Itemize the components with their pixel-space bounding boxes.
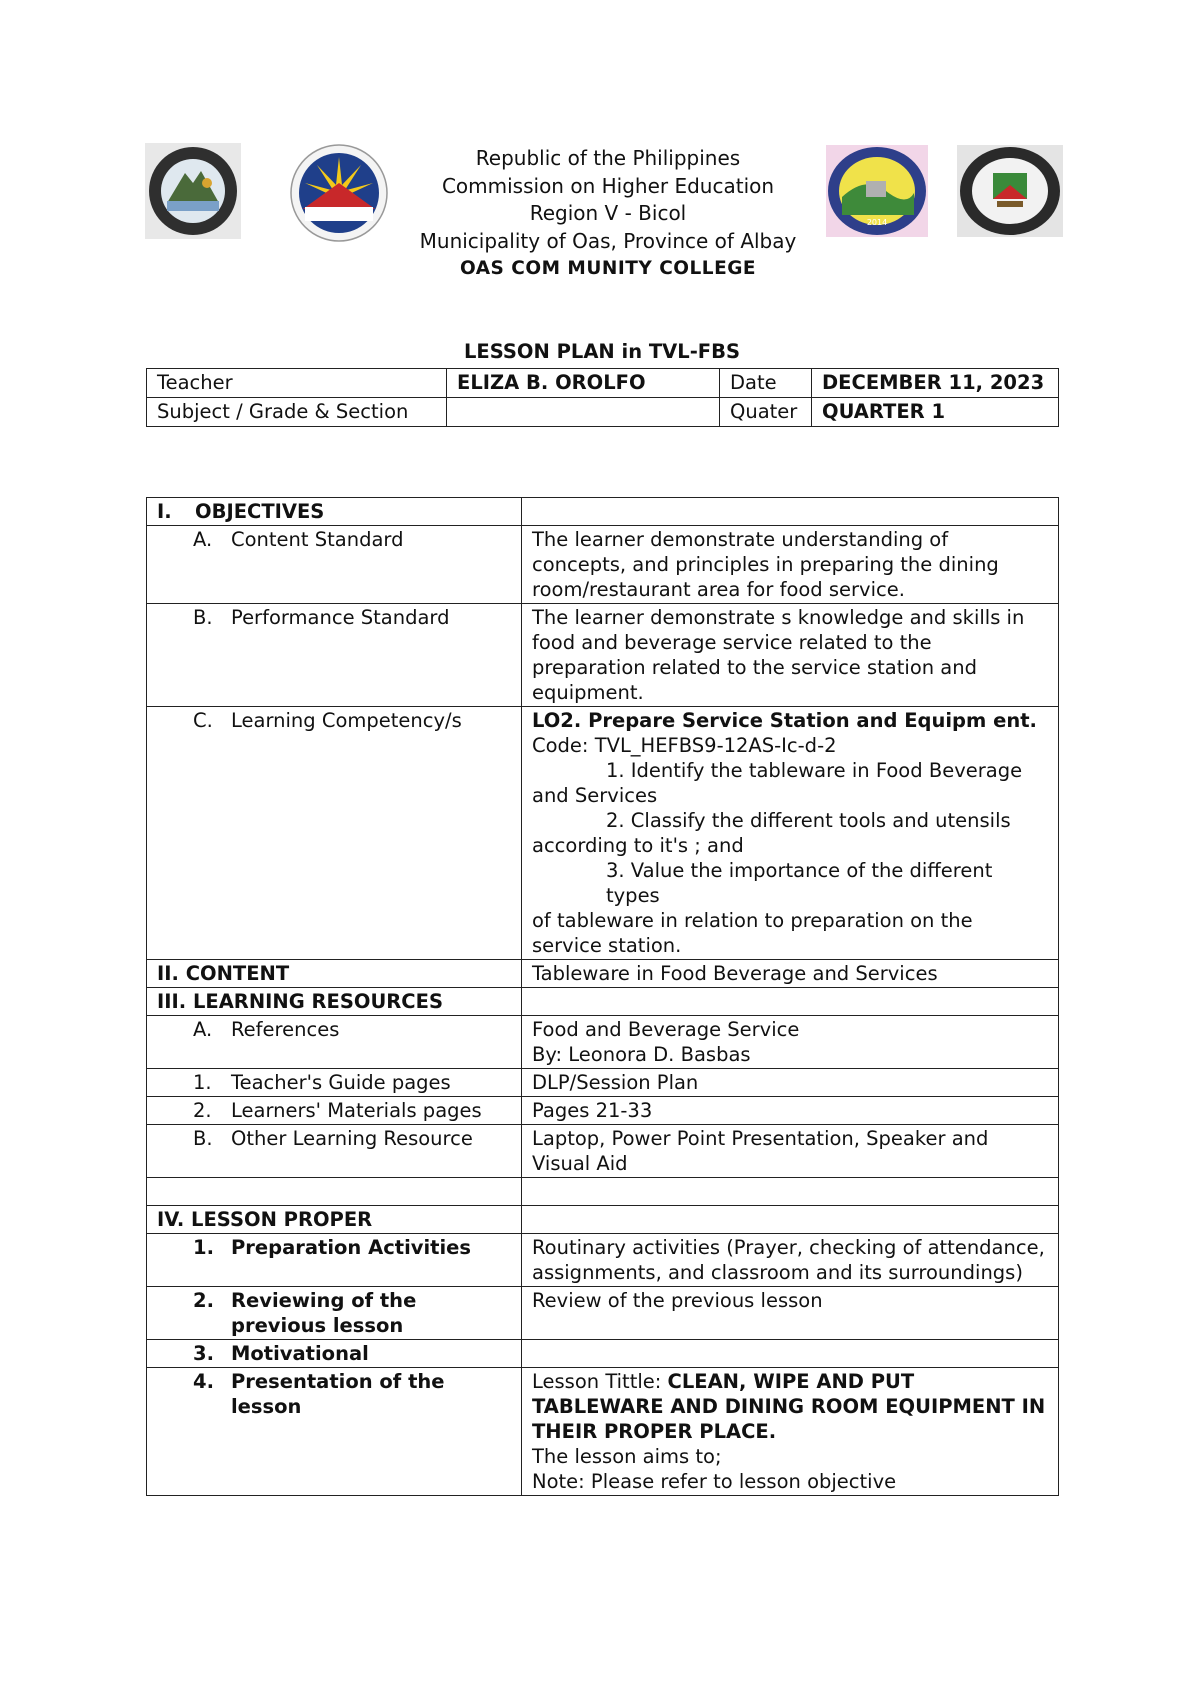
presentation-label: Presentation of the lesson <box>231 1370 445 1418</box>
references-marker: A. <box>193 1018 213 1041</box>
performance-standard-value: The learner demonstrate s knowledge and skills in food and beverage service related to the preparation related to the service station and equipment. <box>522 604 1059 707</box>
header-college-name: OAS COM MUNITY COLLEGE <box>459 258 757 279</box>
objectives-heading-text: OBJECTIVES <box>195 500 325 523</box>
motivation-label: Motivational <box>231 1342 369 1365</box>
preparation-label-cell <box>147 1234 522 1287</box>
other-resources-label-cell <box>147 1125 522 1178</box>
date-label: Date <box>720 369 812 398</box>
preparation-marker: 1. <box>193 1236 214 1259</box>
objectives-heading <box>147 498 522 526</box>
row-references <box>147 1016 1059 1069</box>
row-performance-standard <box>147 604 1059 707</box>
preparation-label: Preparation Activities <box>231 1236 471 1259</box>
oas-community-seal-logo <box>826 145 928 237</box>
content-standard-label: Content Standard <box>231 528 404 551</box>
presentation-aims: The lesson aims to; <box>532 1445 722 1468</box>
subject-value <box>447 398 720 427</box>
quarter-label: Quater <box>720 398 812 427</box>
teacher-info-table <box>146 368 1059 427</box>
row-empty <box>147 1178 1059 1206</box>
review-value: Review of the previous lesson <box>522 1287 1059 1340</box>
preparation-value: Routinary activities (Prayer, checking of attendance, assignments, and classroom and its surroundings) <box>522 1234 1059 1287</box>
content-standard-label-cell <box>147 526 522 604</box>
content-value: Tableware in Food Beverage and Services <box>522 960 1059 988</box>
objective-3-line-a: 3. Value the importance of the different types <box>606 859 993 907</box>
competency-title: LO2. Prepare Service Station and Equipm ent. <box>532 709 1037 732</box>
performance-standard-label-cell <box>147 604 522 707</box>
date-value: DECEMBER 11, 2023 <box>812 369 1059 398</box>
row-objectives-heading <box>147 498 1059 526</box>
lesson-proper-heading: IV. LESSON PROPER <box>147 1206 522 1234</box>
row-lesson-proper-heading <box>147 1206 1059 1234</box>
references-label: References <box>231 1018 340 1041</box>
presentation-title-line <box>532 1369 1048 1444</box>
objective-1-line-a: 1. Identify the tableware in Food Beverage <box>606 759 1023 782</box>
learners-materials-value: Pages 21-33 <box>522 1097 1059 1125</box>
competency-marker: C. <box>193 709 213 732</box>
review-label: Reviewing of the previous lesson <box>231 1289 417 1337</box>
presentation-note: Note: Please refer to lesson objective <box>532 1470 897 1493</box>
other-resources-marker: B. <box>193 1127 213 1150</box>
empty-cell-right <box>522 1178 1059 1206</box>
college-seal-logo <box>957 145 1063 237</box>
competency-label: Learning Competency/s <box>231 709 462 732</box>
references-value-cell <box>522 1016 1059 1069</box>
objectives-marker: I. <box>157 500 172 523</box>
competency-label-cell <box>147 707 522 960</box>
presentation-label-cell <box>147 1368 522 1496</box>
row-teachers-guide <box>147 1069 1059 1097</box>
teacher-value: ELIZA B. OROLFO <box>447 369 720 398</box>
header-commission: Commission on Higher Education <box>441 173 775 198</box>
other-resources-label: Other Learning Resource <box>231 1127 473 1150</box>
row-presentation <box>147 1368 1059 1496</box>
row-content <box>147 960 1059 988</box>
presentation-marker: 4. <box>193 1370 214 1393</box>
motivation-marker: 3. <box>193 1342 214 1365</box>
row-review <box>147 1287 1059 1340</box>
presentation-value-cell <box>522 1368 1059 1496</box>
review-label-cell <box>147 1287 522 1340</box>
motivation-value <box>522 1340 1059 1368</box>
document-header <box>380 145 836 282</box>
lesson-plan-table <box>146 497 1059 1496</box>
motivation-label-cell <box>147 1340 522 1368</box>
performance-standard-label: Performance Standard <box>231 606 450 629</box>
teacher-label: Teacher <box>147 369 447 398</box>
objectives-heading-value <box>522 498 1059 526</box>
municipality-seal-logo <box>145 143 241 239</box>
references-book: Food and Beverage Service <box>532 1018 800 1041</box>
header-municipality: Municipality of Oas, Province of Albay <box>419 228 797 253</box>
objective-3-line-b: of tableware in relation to preparation on the service station. <box>532 909 973 957</box>
presentation-title: CLEAN, WIPE AND PUT TABLEWARE AND DINING ROOM EQUIPMENT IN THEIR PROPER PLACE. <box>532 1370 1046 1443</box>
info-row-subject <box>147 398 1059 427</box>
row-other-resources <box>147 1125 1059 1178</box>
learners-materials-label-cell <box>147 1097 522 1125</box>
quarter-value: QUARTER 1 <box>812 398 1059 427</box>
content-standard-marker: A. <box>193 528 213 551</box>
row-motivation <box>147 1340 1059 1368</box>
competency-code: Code: TVL_HEFBS9-12AS-Ic-d-2 <box>532 734 837 757</box>
competency-value-cell <box>522 707 1059 960</box>
lesson-proper-heading-value <box>522 1206 1059 1234</box>
teachers-guide-marker: 1. <box>193 1071 212 1094</box>
header-region: Region V - Bicol <box>529 201 687 225</box>
resources-heading: III. LEARNING RESOURCES <box>147 988 522 1016</box>
review-marker: 2. <box>193 1289 214 1312</box>
row-content-standard <box>147 526 1059 604</box>
teachers-guide-label: Teacher's Guide pages <box>231 1071 451 1094</box>
row-learners-materials <box>147 1097 1059 1125</box>
empty-cell-left <box>147 1178 522 1206</box>
teachers-guide-value: DLP/Session Plan <box>522 1069 1059 1097</box>
subject-label: Subject / Grade & Section <box>147 398 447 427</box>
references-label-cell <box>147 1016 522 1069</box>
row-preparation <box>147 1234 1059 1287</box>
lesson-plan-title: LESSON PLAN in TVL-FBS <box>463 340 741 363</box>
objective-2-line-a: 2. Classify the different tools and utensils <box>606 809 1011 832</box>
content-standard-value: The learner demonstrate understanding of concepts, and principles in preparing the dining room/restaurant area for food service. <box>522 526 1059 604</box>
row-learning-competency <box>147 707 1059 960</box>
performance-standard-marker: B. <box>193 606 213 629</box>
ched-seal-logo <box>289 143 389 243</box>
logo3-year: 2014 <box>866 218 888 227</box>
learners-materials-label: Learners' Materials pages <box>231 1099 482 1122</box>
objective-2-line-b: according to it's ; and <box>532 834 744 857</box>
resources-heading-value <box>522 988 1059 1016</box>
header-republic: Republic of the Philippines <box>475 146 741 170</box>
presentation-title-prefix: Lesson Tittle: <box>532 1370 668 1393</box>
row-resources-heading <box>147 988 1059 1016</box>
info-row-teacher <box>147 369 1059 398</box>
other-resources-value: Laptop, Power Point Presentation, Speaker and Visual Aid <box>522 1125 1059 1178</box>
content-heading: II. CONTENT <box>147 960 522 988</box>
teachers-guide-label-cell <box>147 1069 522 1097</box>
objective-1-line-b: and Services <box>532 784 658 807</box>
references-author: By: Leonora D. Basbas <box>532 1043 751 1066</box>
learners-materials-marker: 2. <box>193 1099 212 1122</box>
